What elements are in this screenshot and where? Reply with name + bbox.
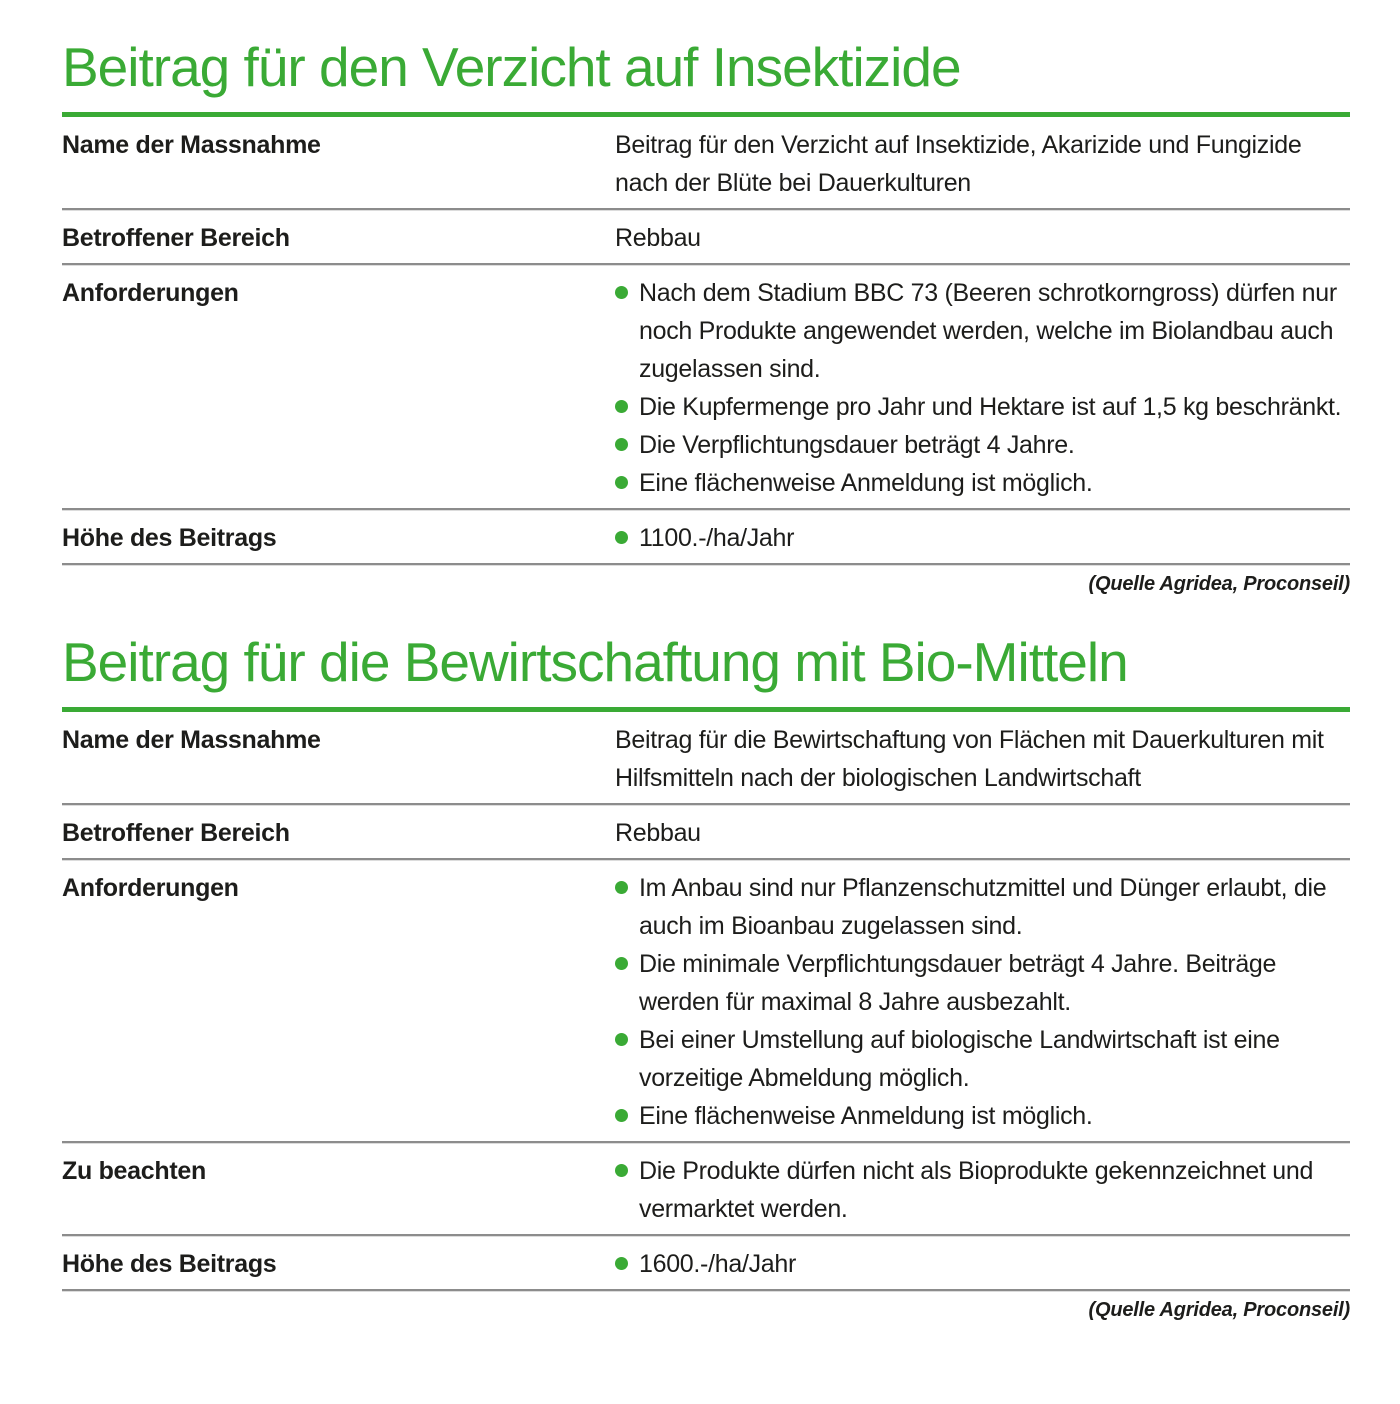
table-row [62,117,1350,210]
row-value [615,274,1350,502]
row-label: Betroffener Bereich [62,224,290,252]
row-value [615,814,1350,852]
value-text: Rebbau [615,224,701,252]
bullet-dot-icon [615,531,628,544]
row-label: Zu beachten [62,1157,206,1185]
bullet-text: Im Anbau sind nur Pflanzenschutzmittel und Dünger erlaubt, die auch im Bioanbau zugelassen sind. [639,874,1327,940]
bullet-item [615,388,1350,426]
section-title: Beitrag für den Verzicht auf Insektizide [62,36,961,98]
row-value [615,721,1350,797]
bullet-text: Die minimale Verpflichtungsdauer beträgt 4 Jahre. Beiträge werden für maximal 8 Jahre ausbezahlt. [639,950,1277,1016]
bullet-text: Die Kupfermenge pro Jahr und Hektare ist auf 1,5 kg beschränkt. [639,393,1342,421]
measure-section [62,36,1350,597]
table-row [62,1236,1350,1291]
row-value [615,1245,1350,1283]
bullet-item [615,1152,1350,1228]
row-value [615,869,1350,1135]
bullet-item [615,464,1350,502]
row-label: Name der Massnahme [62,726,321,754]
bullet-text: Die Verpflichtungsdauer beträgt 4 Jahre. [639,431,1075,459]
row-value [615,519,1350,557]
source-note: (Quelle Agridea, Proconseil) [1088,1299,1350,1321]
bullet-text: 1100.-/ha/Jahr [639,524,795,552]
bullet-item [615,945,1350,1021]
bullet-text: Eine flächenweise Anmeldung ist möglich. [639,469,1093,497]
bullet-item [615,274,1350,388]
value-text: Beitrag für den Verzicht auf Insektizide, Akarizide und Fungizide nach der Blüte bei Dauerkulturen [615,131,1302,197]
source-note: (Quelle Agridea, Proconseil) [1088,573,1350,595]
bullet-dot-icon [615,438,628,451]
bullet-text: Nach dem Stadium BBC 73 (Beeren schrotkorngross) dürfen nur noch Produkte angewendet werden, welche im Biolandbau auch zugelassen sind. [639,279,1337,383]
row-label: Höhe des Beitrags [62,1250,277,1278]
bullet-dot-icon [615,400,628,413]
bullet-dot-icon [615,476,628,489]
bullet-dot-icon [615,1109,628,1122]
value-text: Rebbau [615,819,701,847]
table-row [62,860,1350,1143]
row-value [615,1152,1350,1228]
table-row [62,805,1350,860]
value-text: Beitrag für die Bewirtschaftung von Flächen mit Dauerkulturen mit Hilfsmitteln nach der biologischen Landwirtschaft [615,726,1324,792]
bullet-item [615,1245,1350,1283]
bullet-dot-icon [615,1033,628,1046]
bullet-text: Die Produkte dürfen nicht als Bioprodukte gekennzeichnet und vermarktet werden. [639,1157,1314,1223]
measure-section [62,631,1350,1323]
row-label: Höhe des Beitrags [62,524,277,552]
measure-table [62,117,1350,565]
bullet-dot-icon [615,957,628,970]
bullet-item [615,869,1350,945]
measure-table [62,712,1350,1291]
table-row [62,712,1350,805]
bullet-dot-icon [615,1164,628,1177]
bullet-item [615,519,1350,557]
bullet-text: Bei einer Umstellung auf biologische Landwirtschaft ist eine vorzeitige Abmeldung möglich. [639,1026,1280,1092]
row-value [615,126,1350,202]
row-label: Anforderungen [62,279,239,307]
document [62,36,1350,1323]
table-row [62,265,1350,510]
section-title: Beitrag für die Bewirtschaftung mit Bio-Mitteln [62,631,1128,693]
bullet-item [615,1097,1350,1135]
row-label: Anforderungen [62,874,239,902]
table-row [62,1143,1350,1236]
bullet-dot-icon [615,1257,628,1270]
bullet-dot-icon [615,881,628,894]
table-row [62,210,1350,265]
bullet-dot-icon [615,286,628,299]
bullet-text: Eine flächenweise Anmeldung ist möglich. [639,1102,1093,1130]
row-label: Betroffener Bereich [62,819,290,847]
bullet-item [615,1021,1350,1097]
row-value [615,219,1350,257]
table-row [62,510,1350,565]
bullet-item [615,426,1350,464]
bullet-text: 1600.-/ha/Jahr [639,1250,797,1278]
row-label: Name der Massnahme [62,131,321,159]
